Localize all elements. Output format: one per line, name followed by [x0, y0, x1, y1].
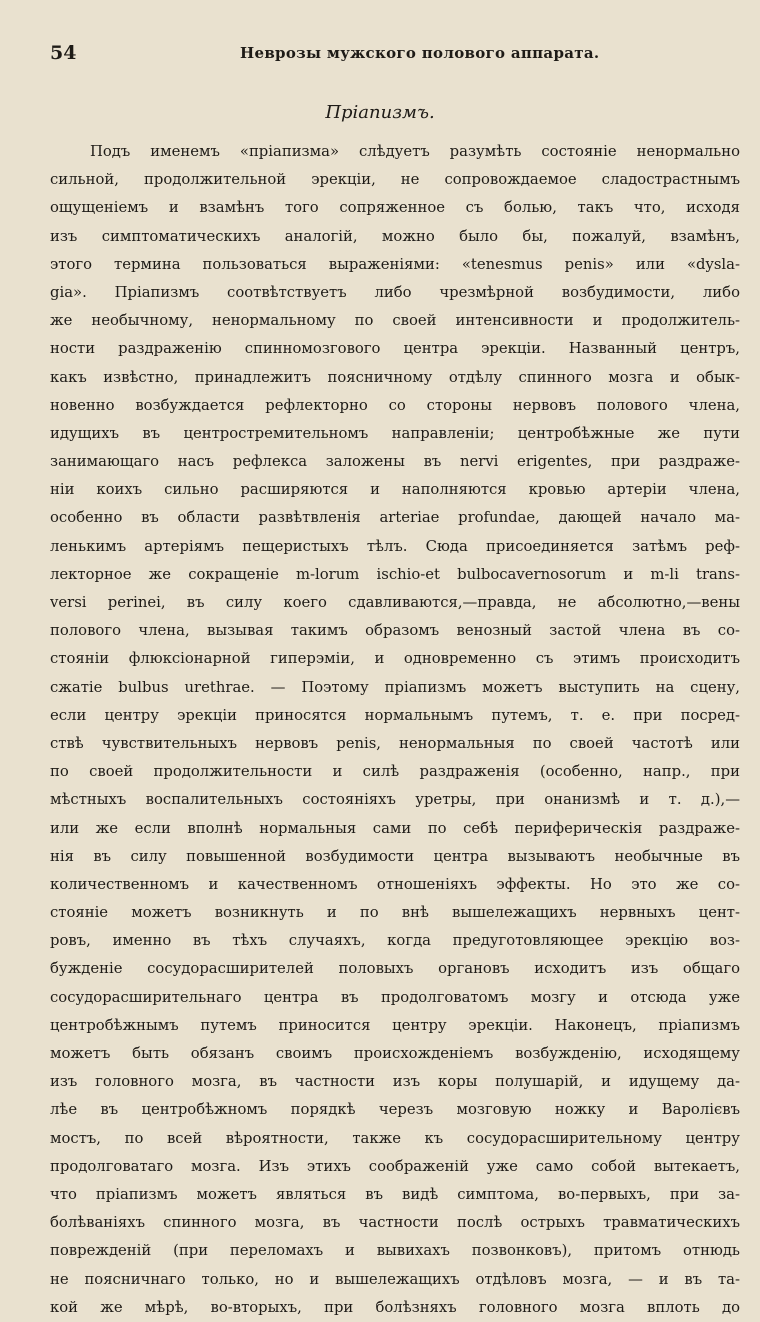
text-line: поврежденій (при переломахъ и вывихахъ позвонковъ), притомъ отнюдь — [50, 1242, 740, 1260]
text-line: ствѣ чувствительныхъ нервовъ penis, ненормальныя по своей частотѣ или — [50, 734, 740, 752]
text-line: или же если вполнѣ нормальныя сами по себѣ периферическія раздраже- — [50, 819, 740, 837]
text-line: ніи коихъ сильно расширяются и наполняются кровью артеріи члена, — [50, 481, 740, 499]
text-line: ощущеніемъ и взамѣнъ того сопряженное съ болью, такъ что, исходя — [50, 199, 740, 217]
text-line: изъ симптоматическихъ аналогій, можно было бы, пожалуй, взамѣнъ, — [50, 227, 740, 245]
text-line: можетъ быть обязанъ своимъ происхожденіемъ возбужденію, исходящему — [50, 1045, 740, 1062]
running-head — [50, 42, 710, 70]
text-line: стояніе можетъ возникнуть и по внѣ вышележащихъ нервныхъ цент- — [50, 904, 740, 922]
text-line: занимающаго насъ рефлекса заложены въ nervi erigentes, при раздраже- — [50, 453, 740, 471]
body-text — [50, 138, 740, 1322]
text-line: полового члена, вызывая такимъ образомъ венозный застой члена въ со- — [50, 622, 740, 640]
text-line: сильной, продолжительной эрекціи, не сопровождаемое сладострастнымъ — [50, 171, 740, 189]
text-line: особенно въ области развѣтвленія arteriae profundae, дающей начало ма- — [50, 509, 740, 527]
text-line: лѣе въ центробѣжномъ порядкѣ черезъ мозговую ножку и Варолієвъ — [50, 1101, 740, 1119]
text-line: Подъ именемъ «пріапизма» слѣдуетъ разумѣть состояніе ненормально — [90, 143, 740, 160]
text-line: идущихъ въ центростремительномъ направленіи; центробѣжные же пути — [50, 424, 740, 442]
text-line: мостъ, по всей вѣроятности, также къ сосудорасширительному центру — [50, 1129, 740, 1147]
text-line: сосудорасширительнаго центра въ продолговатомъ мозгу и отсюда уже — [50, 988, 740, 1006]
text-line: болѣваніяхъ спинного мозга, въ частности послѣ острыхъ травматическихъ — [50, 1214, 740, 1232]
page-number: 54 — [50, 42, 77, 64]
text-line: изъ головного мозга, въ частности изъ коры полушарій, и идущему да- — [50, 1073, 740, 1091]
text-line: по своей продолжительности и силѣ раздраженія (особенно, напр., при — [50, 763, 740, 781]
running-title: Неврозы мужского полового аппарата. — [240, 44, 600, 62]
text-line: новенно возбуждается рефлекторно со стороны нервовъ полового члена, — [50, 396, 740, 414]
text-line: versi perinei, въ силу коего сдавливаются,—правда, не абсолютно,—вены — [50, 594, 740, 611]
section-title: Пріапизмъ. — [325, 102, 435, 123]
text-line: лекторное же сокращеніе m-lorum ischio-et bulbocavernosorum и m-li trans- — [50, 565, 740, 583]
text-line: не поясничнаго только, но и вышележащихъ отдѣловъ мозга, — и въ та- — [50, 1270, 740, 1288]
text-line: мѣстныхъ воспалительныхъ состояніяхъ уретры, при онанизмѣ и т. д.),— — [50, 791, 740, 809]
text-line: ности раздраженію спинномозгового центра эрекціи. Названный центръ, — [50, 340, 740, 358]
text-line: сжатіе bulbus urethrae. — Поэтому пріапизмъ можетъ выступить на сцену, — [50, 678, 740, 696]
text-line: если центру эрекціи приносятся нормальнымъ путемъ, т. е. при посред- — [50, 706, 740, 724]
text-line: нія въ силу повышенной возбудимости центра вызываютъ необычные въ — [50, 847, 740, 865]
text-line: продолговатаго мозга. Изъ этихъ соображеній уже само собой вытекаетъ, — [50, 1157, 740, 1175]
text-line: какъ извѣстно, принадлежитъ поясничному отдѣлу спинного мозга и обык- — [50, 368, 740, 386]
text-line: кой же мѣрѣ, во-вторыхъ, при болѣзняхъ головного мозга вплоть до — [50, 1298, 740, 1316]
text-line: центробѣжнымъ путемъ приносится центру эрекціи. Наконецъ, пріапизмъ — [50, 1016, 740, 1034]
text-line: gia». Пріапизмъ соотвѣтствуетъ либо чрезмѣрной возбудимости, либо — [50, 283, 740, 301]
text-line: что пріапизмъ можетъ являться въ видѣ симптома, во-первыхъ, при за- — [50, 1185, 740, 1203]
text-line: же необычному, ненормальному по своей интенсивности и продолжитель- — [50, 312, 740, 330]
text-line: ленькимъ артеріямъ пещеристыхъ тѣлъ. Сюда присоединяется затѣмъ реф- — [50, 537, 740, 555]
text-line: ровъ, именно въ тѣхъ случаяхъ, когда предуготовляющее эрекцію воз- — [50, 932, 740, 950]
text-line: этого термина пользоваться выраженіями: «tenesmus penis» или «dysla- — [50, 255, 740, 273]
text-line: стояніи флюксіонарной гиперэміи, и одновременно съ этимъ происходитъ — [50, 650, 740, 668]
text-line: бужденіе сосудорасширителей половыхъ органовъ исходитъ изъ общаго — [50, 960, 740, 978]
text-line: количественномъ и качественномъ отношеніяхъ эффекты. Но это же со- — [50, 875, 740, 893]
